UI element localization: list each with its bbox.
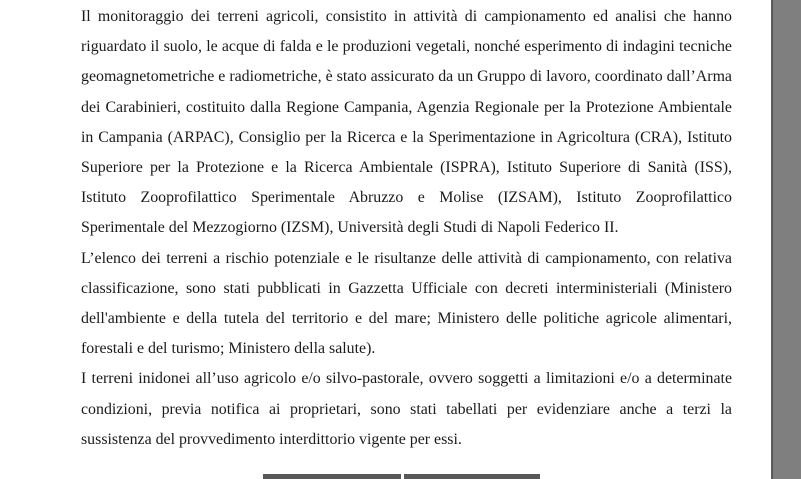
horizontal-scroll-indicator[interactable] bbox=[263, 474, 540, 479]
paragraph-unsuitable-land: I terreni inidonei all’uso agricolo e/o silvo-pastorale, ovvero soggetti a limitazioni e/o a determinate condizioni, previa notifica ai proprietari, sono stati tabellati per evidenziare anche a terzi la sussistenza del provvedimento interdittorio vigente per essi. bbox=[81, 370, 732, 448]
page-edge-shadow bbox=[771, 0, 773, 479]
document-body bbox=[81, 2, 732, 455]
paragraph-monitoring-working-group: Il monitoraggio dei terreni agricoli, consistito in attività di campionamento ed analisi che hanno riguardato il suolo, le acque di falda e le produzioni vegetali, nonché esperimento di indagini tecniche geomagnetometriche e radiometriche, è stato assicurato da un Gruppo di lavoro, coordinato dall’Arma dei Carabinieri, costituito dalla Regione Campania, Agenzia Regionale per la Protezione Ambientale in Campania (ARPAC), Consiglio per la Ricerca e la Sperimentazione in Agricoltura (CRA), Istituto Superiore per la Protezione e la Ricerca Ambientale (ISPRA), Istituto Superiore di Sanità (ISS), Istituto Zooprofilattico Sperimentale Abruzzo e Molise (IZSAM), Istituto Zooprofilattico Sperimentale del Mezzogiorno (IZSM), Università degli Studi di Napoli Federico II. bbox=[81, 8, 732, 237]
scroll-indicator-divider bbox=[401, 474, 404, 479]
paragraph-risk-land-list: L’elenco dei terreni a rischio potenziale e le risultanze delle attività di campionamento, con relativa classificazione, sono stati pubblicati in Gazzetta Ufficiale con decreti interministeriali (Ministero dell'ambiente e della tutela del territorio e del mare; Ministero delle politiche agricole alimentari, forestali e del turismo; Ministero della salute). bbox=[81, 249, 732, 358]
